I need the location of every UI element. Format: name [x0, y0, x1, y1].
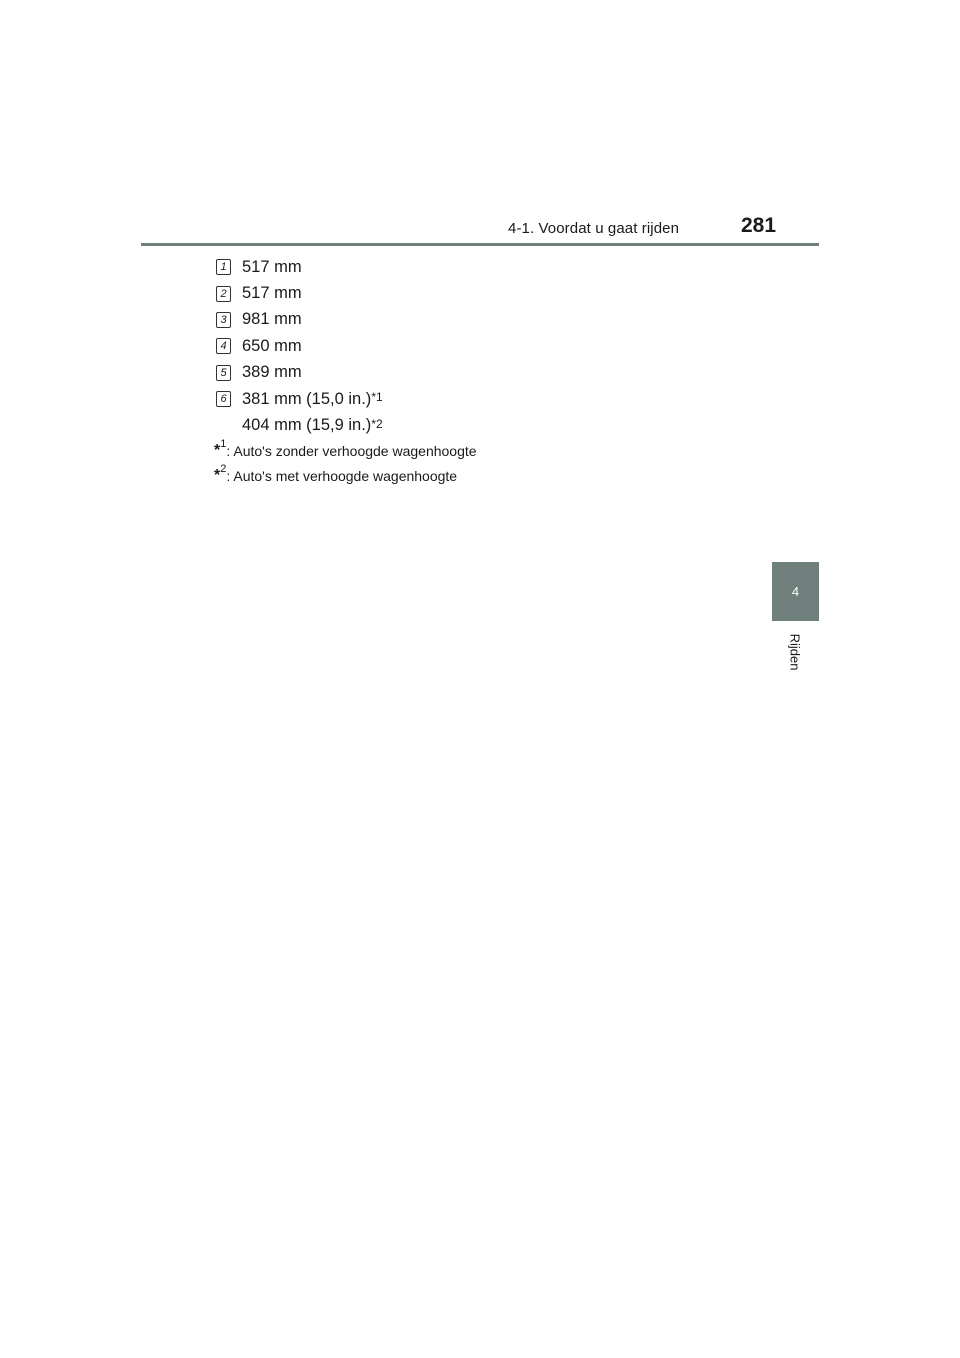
spec-value: 517 mm	[242, 284, 302, 303]
spec-value: 389 mm	[242, 363, 302, 382]
footnote-text: : Auto's met verhoogde wagenhoogte	[226, 467, 458, 484]
chapter-number: 4	[791, 584, 800, 599]
spec-item: 6 381 mm (15,0 in.) $^{*1}$	[216, 386, 383, 412]
spec-item	[216, 280, 383, 306]
footnote-mark: *$^2$	[214, 463, 227, 484]
spec-value: 381 mm (15,0 in.)	[242, 389, 372, 408]
chapter-tab	[772, 562, 819, 621]
number-badge-icon: 4	[216, 338, 231, 354]
spec-value: 404 mm (15,9 in.)	[242, 416, 372, 435]
number-badge-icon: 1	[216, 259, 231, 275]
chapter-label: Rijden	[787, 633, 803, 671]
footnote-text: : Auto's zonder verhoogde wagenhoogte	[226, 442, 477, 459]
spec-value: 517 mm	[242, 257, 302, 276]
footnote	[214, 438, 477, 463]
number-badge-icon: 2	[216, 286, 231, 302]
spec-item	[216, 307, 383, 333]
spec-item-alt: 404 mm (15,9 in.) $^{*2}$	[242, 416, 383, 435]
spec-item	[216, 360, 383, 386]
footnotes	[214, 438, 477, 488]
number-badge-icon: 5	[216, 365, 231, 381]
header-rule	[141, 243, 819, 246]
section-title: 4-1. Voordat u gaat rijden	[508, 220, 680, 237]
spec-value: 981 mm	[242, 310, 302, 329]
spec-item	[216, 333, 383, 359]
page-number: 281	[741, 214, 777, 237]
number-badge-icon: 6	[216, 391, 231, 407]
number-badge-icon: 3	[216, 312, 231, 328]
spec-item	[216, 254, 383, 280]
footnote-mark: *$^1$	[214, 438, 227, 459]
spec-value: 650 mm	[242, 336, 302, 355]
spec-list	[216, 254, 383, 439]
footnote	[214, 463, 477, 488]
